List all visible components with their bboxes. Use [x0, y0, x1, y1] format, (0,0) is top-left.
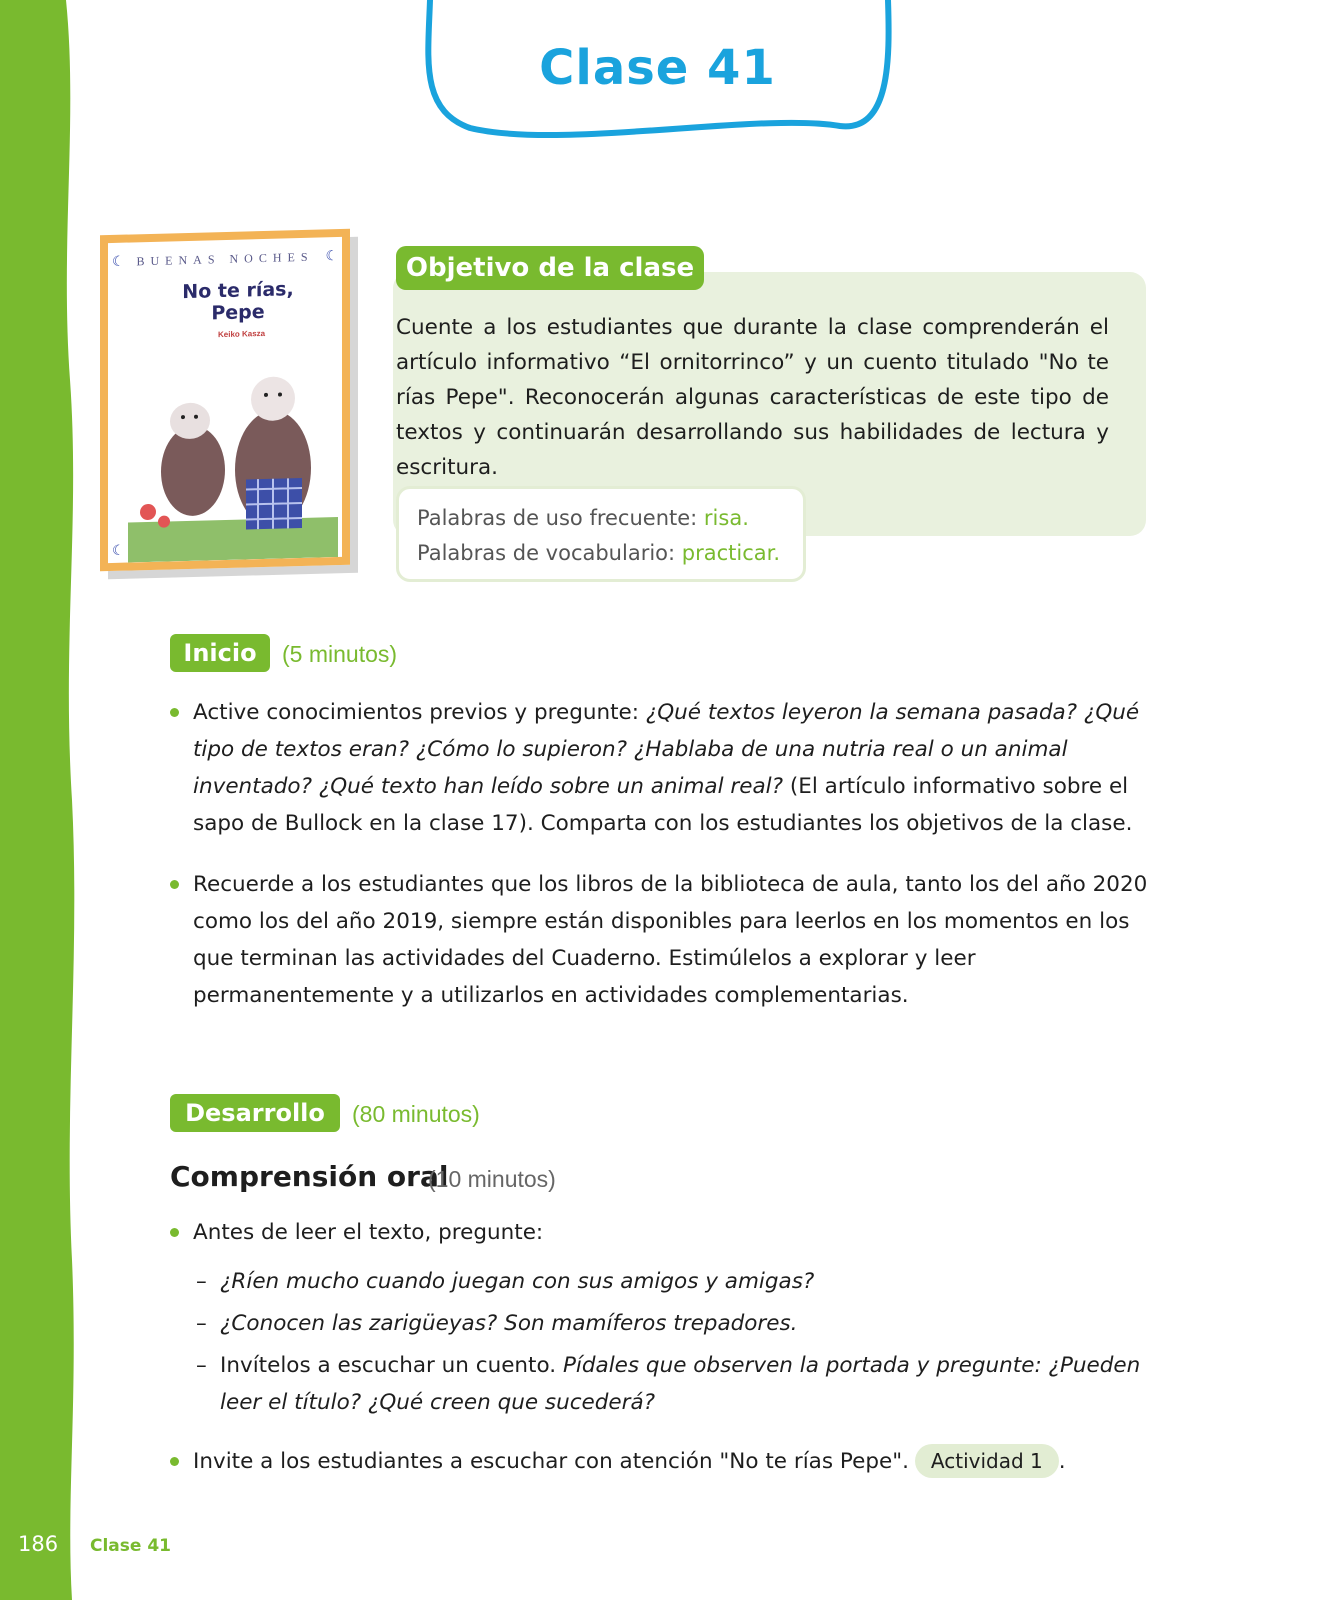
- vocabulary-words-label: Palabras de vocabulario:: [417, 541, 682, 565]
- desarrollo-label: Desarrollo: [170, 1094, 340, 1132]
- moon-icon: ☾: [325, 247, 338, 264]
- sub-list-item: [196, 1305, 1146, 1342]
- book-title: No te rías, Pepe: [182, 278, 294, 325]
- objective-text: Cuente a los estudiantes que durante la clase comprenderán el artículo informativo “El ornitorrinco” y un cuento titulado "No te rías Pepe". Reconocerán algunas características de este tipo de textos y continuarán desarrollando sus habilidades de lectura y escritura.: [396, 315, 1109, 480]
- list-item: [170, 694, 1150, 842]
- list-item: [170, 1443, 1150, 1480]
- dash-marker: –: [196, 1311, 207, 1336]
- moon-icon: ☾: [112, 252, 125, 269]
- moon-icon: ☾: [112, 541, 125, 558]
- bullet-questions: ¿Qué textos leyeron la semana pasada? ¿Qué tipo de textos eran? ¿Cómo lo supieron? ¿Hablaba de una nutria real o un animal inventado? ¿Qué texto han leído sobre un animal real?: [193, 700, 1140, 799]
- frequent-words-line: [417, 501, 785, 536]
- footer-class-label: Clase 41: [90, 1536, 171, 1556]
- bullet-dot: [170, 1228, 179, 1237]
- bullet-text: Invite a los estudiantes a escuchar con atención "No te rías Pepe".: [193, 1449, 909, 1474]
- dash-marker: –: [196, 1269, 207, 1294]
- objective-heading: Objetivo de la clase: [396, 246, 704, 290]
- activity-badge: Actividad 1: [915, 1444, 1059, 1478]
- bullet-text: Recuerde a los estudiantes que los libros de la biblioteca de aula, tanto los del año 2020 como los del año 2019, siempre están disponibles para leerlos en los momentos en los que terminan las actividades del Cuaderno. Estimúlelos a explorar y leer permanentemente y a utilizarlos en actividades complementarias.: [193, 872, 1148, 1008]
- sub-item-text: Invítelos a escuchar un cuento.: [220, 1353, 563, 1378]
- book-cover: [100, 232, 358, 572]
- page-title: Clase 41: [539, 40, 776, 96]
- page-side-band: [0, 0, 80, 1600]
- book-author: Keiko Kasza: [218, 328, 266, 340]
- sub-item-text: ¿Ríen mucho cuando juegan con sus amigos y amigas?: [220, 1269, 815, 1294]
- vocabulary-box: [396, 486, 806, 582]
- bullet-text: Active conocimientos previos y pregunte:: [193, 700, 646, 725]
- frequent-words-value: risa.: [703, 506, 749, 530]
- trailing-period: .: [1058, 1449, 1066, 1474]
- bullet-dot: [170, 708, 179, 717]
- book-series: BUENAS NOCHES: [136, 249, 314, 269]
- sub-item-text: ¿Conocen las zarigüeyas? Son mamíferos trepadores.: [220, 1311, 798, 1336]
- sub-list-item: [196, 1263, 1146, 1300]
- frequent-words-label: Palabras de uso frecuente:: [417, 506, 704, 530]
- dash-marker: –: [196, 1353, 207, 1378]
- bullet-text: Antes de leer el texto, pregunte:: [193, 1220, 544, 1245]
- subheading-minutes: (10 minutos): [428, 1166, 556, 1192]
- vocabulary-words-value: practicar.: [681, 541, 781, 565]
- bullet-text: (El artículo informativo sobre el sapo de Bullock en la clase 17). Comparta con los estudiantes los objetivos de la clase.: [193, 774, 1133, 836]
- list-item: [170, 1214, 1150, 1251]
- section-subheading: Comprensión oral: [170, 1160, 449, 1193]
- desarrollo-minutes: (80 minutos): [352, 1101, 480, 1127]
- opossum-illustration: [128, 337, 338, 562]
- bullet-dot: [170, 880, 179, 889]
- inicio-label: Inicio: [170, 634, 270, 672]
- vocabulary-words-line: [417, 536, 785, 571]
- inicio-minutes: (5 minutos): [282, 641, 398, 667]
- page-number: 186: [18, 1532, 59, 1556]
- book-cover-face: [100, 229, 350, 572]
- bullet-dot: [170, 1457, 179, 1466]
- sub-item-questions: Pídales que observen la portada y pregunte: ¿Pueden leer el título? ¿Qué creen que sucederá?: [220, 1353, 1141, 1415]
- list-item: [170, 866, 1150, 1014]
- sub-list-item: [196, 1347, 1146, 1421]
